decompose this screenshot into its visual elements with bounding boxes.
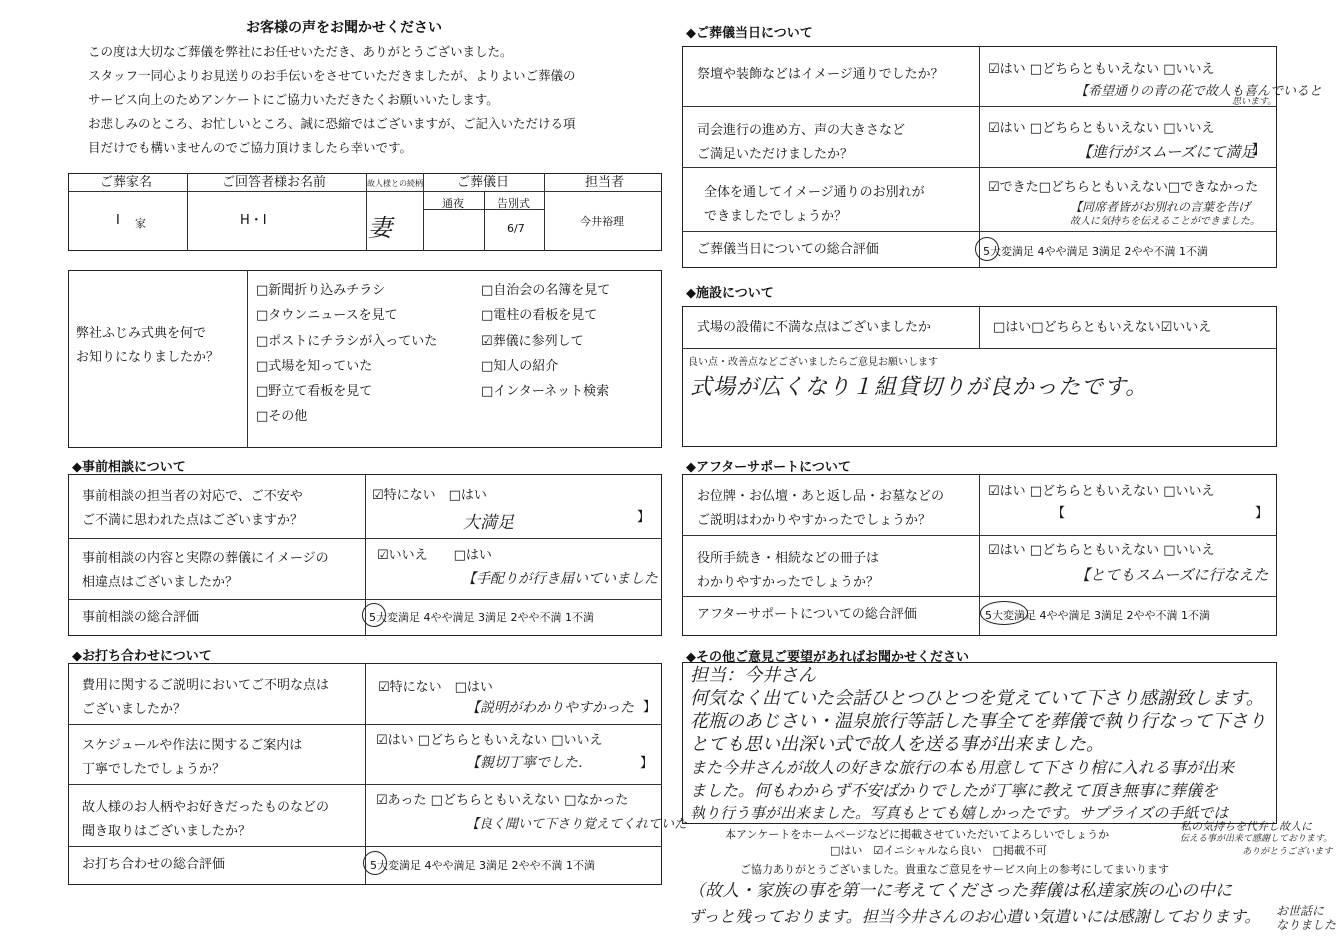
facility-q1: 式場の設備に不満な点はございましたか [697, 320, 932, 335]
value-respondent: H・I [240, 213, 267, 228]
pre-consult-q2-options[interactable]: ☑いいえ □はい [377, 548, 492, 563]
value-relation: 妻 [368, 214, 392, 242]
header-kokubetsu: 告別式 [497, 197, 530, 210]
closing-line-3: お世話に なりました [1276, 904, 1337, 932]
page-title: お客様の声をお聞かせください [246, 20, 442, 36]
after-support-q2-options[interactable]: ☑はい □どちらともいえない □いいえ [988, 543, 1215, 558]
funeral-day-q1-options[interactable]: ☑はい □どちらともいえない □いいえ [988, 62, 1215, 77]
rating-circle [975, 237, 999, 261]
funeral-day-q3: 全体を通してイメージ通りのお別れが できましたでしょうか？ [704, 185, 925, 224]
meeting-q3-options[interactable]: ☑あった □どちらともいえない □なかった [376, 793, 629, 808]
value-staff: 今井裕理 [580, 215, 624, 228]
funeral-day-q3-answer-2: 故人に気持ちを伝えることができました。 [1070, 216, 1260, 227]
meeting-rating[interactable]: 5大変満足 4やや満足 3満足 2やや不満 1不満 [370, 859, 595, 872]
value-kokubetsu: 6/7 [507, 222, 525, 235]
header-relation: 故人様との続柄 [367, 179, 423, 188]
meeting-q4: お打ち合わせの総合評価 [82, 857, 226, 872]
header-staff: 担当者 [585, 175, 625, 190]
after-support-q1-bracket-right: 】 [1255, 506, 1269, 521]
pre-consult-q2-answer: 【手配りが行き届いていました [462, 571, 658, 587]
header-family-name: ご葬家名 [100, 175, 153, 190]
funeral-day-heading: ◆ご葬儀当日について [686, 26, 813, 41]
facility-q1-options[interactable]: □はい□どちらともいえない☑いいえ [993, 320, 1212, 335]
how-known-question: 弊社ふじみ式典を何で お知りになりましたか？ [76, 326, 220, 365]
funeral-day-rating[interactable]: 5大変満足 4やや満足 3満足 2やや不満 1不満 [983, 245, 1208, 258]
meeting-q1-options[interactable]: ☑特にない □はい [378, 680, 493, 695]
pre-consult-q1: 事前相談の担当者の対応で、ご不安や ご不満に思われた点はございますか？ [82, 489, 304, 528]
meeting-q2: スケジュールや作法に関するご案内は 丁寧でしたでしょうか？ [82, 738, 303, 777]
funeral-day-q1-answer: 【希望通りの青の花で故人も喜んでいると [1075, 84, 1323, 99]
after-support-q2-answer: 【とてもスムーズに行なえた [1075, 566, 1269, 584]
facility-note-label: 良い点・改善点などございましたらご意見お願いします [688, 357, 938, 368]
meeting-q1-bracket: 】 [643, 700, 657, 715]
pre-consult-heading: ◆事前相談について [72, 460, 186, 475]
funeral-day-q1-answer-2: 思います。 [1232, 97, 1277, 107]
meeting-heading: ◆お打ち合わせについて [72, 649, 212, 664]
intro-text: この度は大切なご葬儀を弊社にお任せいただき、ありがとうございました。 スタッフ一同心よりお見送りのお手伝いをさせていただきましたが、よりよいご葬儀の サービス向上のためアンケートにご協力いただきたくお願いいたします。 お悲しみのところ、お忙しいところ、誠に恐縮ではございますが、ご記入いただける項 目だけでも構いませんのでご協力頂けましたら幸いです。 [88, 44, 576, 155]
after-support-rating[interactable]: 5大変満足 4やや満足 3満足 2やや不満 1不満 [985, 609, 1210, 622]
meeting-q2-options[interactable]: ☑はい □どちらともいえない □いいえ [376, 733, 603, 748]
thanks-text: ご協力ありがとうございました。貴重なご意見をサービス向上の参考にしてまいります [740, 863, 1169, 876]
other-comment-lines: 担当：今井さん 何気なく出ていた会話ひとつひとつを覚えていて下さり感謝致します。 花瓶のあじさい・温泉旅行等話した事全てを葬儀で執り行なって下さり とても思い出深い式で故人を送る事が出来ました。 また今井さんが故人の好きな旅行の本も用意して下さり棺に入れる事が出来 ました。何もわからず不安ばかりでしたが丁寧に教えて頂き無事に葬儀を 執り行う事が出来ました。写真もとても嬉しかったです。サプライズの手紙では [690, 665, 1266, 822]
funeral-day-q2-answer: 【進行がスムーズにて満足 [1077, 143, 1256, 161]
funeral-day-q2-bracket: 】 [1252, 143, 1266, 158]
meeting-q1: 費用に関するご説明においてご不明な点は ございましたか？ [82, 678, 330, 717]
rating-circle [362, 603, 386, 627]
after-support-q2: 役所手続き・相続などの冊子は わかりやすかったでしょうか？ [697, 551, 880, 590]
after-support-q1-bracket-left: 【 [1052, 506, 1066, 521]
publish-side-note: 私の気持ちを代弁し故人に 伝える事が出来て感謝しております。 ありがとうございます [1180, 820, 1333, 857]
rating-circle [980, 601, 1028, 625]
how-known-options-left[interactable]: □新聞折り込みチラシ □タウンニュースを見て □ポストにチラシが入っていた □式場を知っていた □野立て看板を見て □その他 [256, 283, 438, 425]
meeting-q2-answer: 【親切丁寧でした． [466, 755, 592, 771]
rating-circle [363, 851, 387, 875]
closing-line-2: ずっと残っております。担当今井さんのお心遣い気遣いには感謝しております。 [688, 907, 1261, 926]
closing-line-1: （故人・家族の事を第一に考えてくださった葬儀は私達家族の心の中に [688, 881, 1232, 901]
funeral-day-q3-options[interactable]: ☑できた□どちらともいえない□できなかった [988, 180, 1259, 195]
funeral-day-q1: 祭壇や装飾などはイメージ通りでしたか？ [697, 67, 944, 82]
meeting-q1-answer: 【説明がわかりやすかった [466, 700, 634, 716]
funeral-day-q2: 司会進行の進め方、声の大きさなど ご満足いただけましたか？ [697, 123, 906, 162]
value-family-suffix: 家 [135, 217, 146, 230]
meeting-q3-answer: 【良く聞いて下さり覚えてくれていた [466, 817, 688, 832]
info-table [68, 173, 662, 251]
funeral-day-q3-answer: 【同席者皆がお別れの言葉を告げ [1070, 200, 1251, 214]
pre-consult-rating[interactable]: 5大変満足 4やや満足 3満足 2やや不満 1不満 [369, 611, 594, 624]
pre-consult-q2: 事前相談の内容と実際の葬儀にイメージの 相違点はございましたか？ [82, 551, 329, 590]
after-support-q1: お位牌・お仏壇・あと返し品・お墓などの ご説明はわかりやすかったでしょうか？ [697, 489, 945, 528]
how-known-options-right[interactable]: □自治会の名簿を見て □電柱の看板を見て ☑葬儀に参列して □知人の紹介 □インターネット検索 [481, 283, 611, 400]
facility-heading: ◆施設について [686, 286, 774, 301]
publish-options[interactable]: □はい ☑イニシャルなら良い □掲載不可 [830, 844, 1047, 857]
header-respondent: ご回答者様お名前 [222, 175, 327, 190]
header-funeral-date: ご葬儀日 [457, 175, 510, 190]
pre-consult-q1-answer: 大満足 [463, 513, 514, 533]
meeting-q2-bracket: 】 [640, 756, 654, 771]
meeting-q3: 故人様のお人柄やお好きだったものなどの 聞き取りはございましたか？ [82, 800, 330, 839]
pre-consult-q1-options[interactable]: ☑特にない □はい [372, 488, 487, 503]
funeral-day-q2-options[interactable]: ☑はい □どちらともいえない □いいえ [988, 121, 1215, 136]
facility-note-answer: 式場が広くなり１組貸切りが良かったです。 [690, 375, 1149, 400]
header-tsuya: 通夜 [442, 197, 464, 210]
funeral-day-q4: ご葬儀当日についての総合評価 [697, 242, 879, 257]
after-support-heading: ◆アフターサポートについて [686, 460, 851, 475]
publish-question: 本アンケートをホームページなどに掲載させていただいてよろしいでしょうか [725, 828, 1110, 841]
pre-consult-q3: 事前相談の総合評価 [82, 610, 200, 625]
other-heading: ◆その他ご意見ご要望があればお聞かせください [686, 650, 969, 665]
after-support-q1-options[interactable]: ☑はい □どちらともいえない □いいえ [988, 484, 1215, 499]
after-support-q3: アフターサポートについての総合評価 [697, 607, 917, 622]
pre-consult-q1-bracket: 】 [637, 510, 651, 525]
value-family-initial: I [116, 213, 120, 228]
